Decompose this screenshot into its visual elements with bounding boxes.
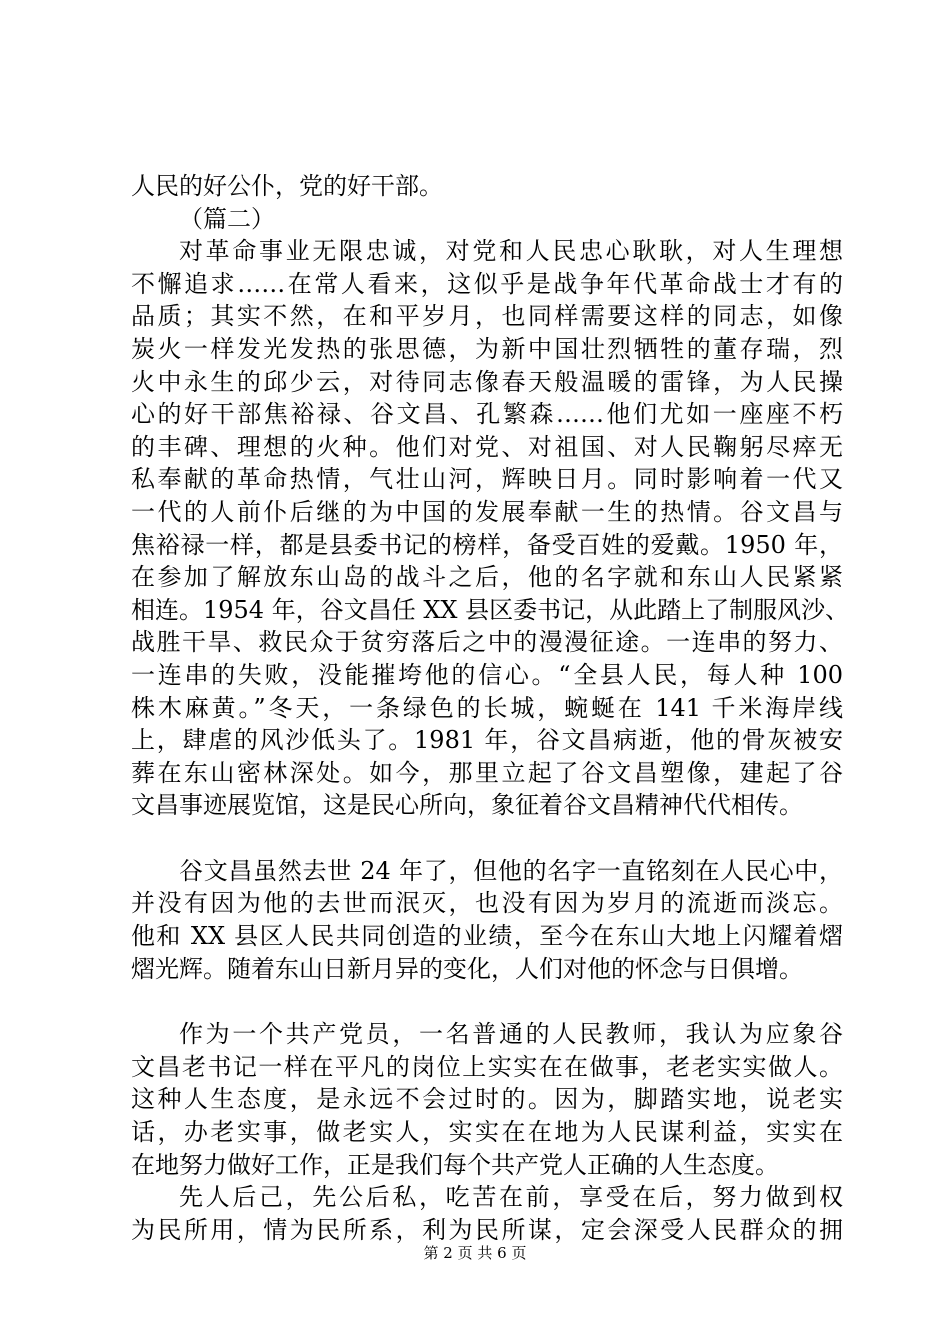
text-line: 的丰碑、理想的火种。他们对党、对祖国、对人民鞠躬尽瘁无 — [131, 432, 843, 461]
text-line: 人民的好公仆，党的好干部。 — [131, 172, 443, 200]
text-line: 这种人生态度，是永远不会过时的。因为，脚踏实地，说老实 — [131, 1085, 843, 1114]
document-body — [131, 170, 850, 1246]
text-line: （篇二） — [179, 204, 275, 233]
text-line: 在参加了解放东山岛的战斗之后，他的名字就和东山人民紧紧 — [131, 563, 843, 592]
text-line: 火中永生的邱少云，对待同志像春天般温暖的雷锋，为人民操 — [131, 367, 843, 396]
paragraph — [131, 1018, 843, 1181]
text-line: 熠光辉。随着东山日新月异的变化，人们对他的怀念与日俱增。 — [131, 954, 803, 983]
text-line: 战胜干旱、救民众于贫穷落后之中的漫漫征途。一连串的努力、 — [131, 628, 843, 657]
page-footer: 第 2 页 共 6 页 — [423, 1244, 527, 1262]
text-line: 文昌事迹展览馆，这是民心所向，象征着谷文昌精神代代相传。 — [131, 791, 803, 820]
text-line: 并没有因为他的去世而泯灭，也没有因为岁月的流逝而淡忘。 — [131, 889, 843, 918]
text-line: 先人后己，先公后私，吃苦在前，享受在后，努力做到权 — [179, 1183, 843, 1212]
text-line: 文昌老书记一样在平凡的岗位上实实在在做事，老老实实做人。 — [131, 1052, 843, 1081]
text-line: 话，办老实事，做老实人，实实在在地为人民谋利益，实实在 — [131, 1118, 843, 1147]
text-line: 株木麻黄。”冬天，一条绿色的长城，蜿蜒在 141 千米海岸线 — [131, 693, 843, 722]
paragraph — [131, 855, 843, 985]
text-line: 作为一个共产党员，一名普通的人民教师，我认为应象谷 — [179, 1020, 843, 1049]
text-line: 品质；其实不然，在和平岁月，也同样需要这样的同志，如像 — [131, 302, 843, 331]
paragraph — [131, 203, 843, 236]
text-line: 他和 XX 县区人民共同创造的业绩，至今在东山大地上闪耀着熠 — [131, 922, 843, 951]
text-line: 在地努力做好工作，正是我们每个共产党人正确的人生态度。 — [131, 1150, 779, 1179]
text-line: 相连。1954 年，谷文昌任 XX 县区委书记，从此踏上了制服风沙、 — [131, 595, 850, 624]
paragraph-gap — [131, 985, 843, 1018]
text-line: 炭火一样发光发热的张思德，为新中国壮烈牺牲的董存瑞，烈 — [131, 334, 843, 363]
text-line: 不懈追求……在常人看来，这似乎是战争年代革命战士才有的 — [131, 269, 843, 298]
paragraph — [131, 1181, 843, 1246]
text-line: 焦裕禄一样，都是县委书记的榜样，备受百姓的爱戴。1950 年， — [131, 530, 843, 559]
text-line: 心的好干部焦裕禄、谷文昌、孔繁森……他们尤如一座座不朽 — [131, 400, 843, 429]
paragraph — [131, 235, 850, 822]
text-line: 一代的人前仆后继的为中国的发展奉献一生的热情。谷文昌与 — [131, 497, 843, 526]
text-line: 谷文昌虽然去世 24 年了，但他的名字一直铭刻在人民心中， — [179, 856, 843, 885]
text-line: 葬在东山密林深处。如今，那里立起了谷文昌塑像，建起了谷 — [131, 758, 843, 787]
text-line: 私奉献的革命热情，气壮山河，辉映日月。同时影响着一代又 — [131, 465, 843, 494]
paragraph-gap — [131, 822, 843, 855]
text-line: 一连串的失败，没能摧垮他的信心。“全县人民，每人种 100 — [131, 660, 843, 689]
paragraph — [131, 170, 843, 203]
text-line: 上，肆虐的风沙低头了。1981 年，谷文昌病逝，他的骨灰被安 — [131, 726, 843, 755]
text-line: 为民所用，情为民所系，利为民所谋，定会深受人民群众的拥 — [131, 1215, 843, 1244]
text-line: 对革命事业无限忠诚，对党和人民忠心耿耿，对人生理想 — [179, 237, 843, 266]
